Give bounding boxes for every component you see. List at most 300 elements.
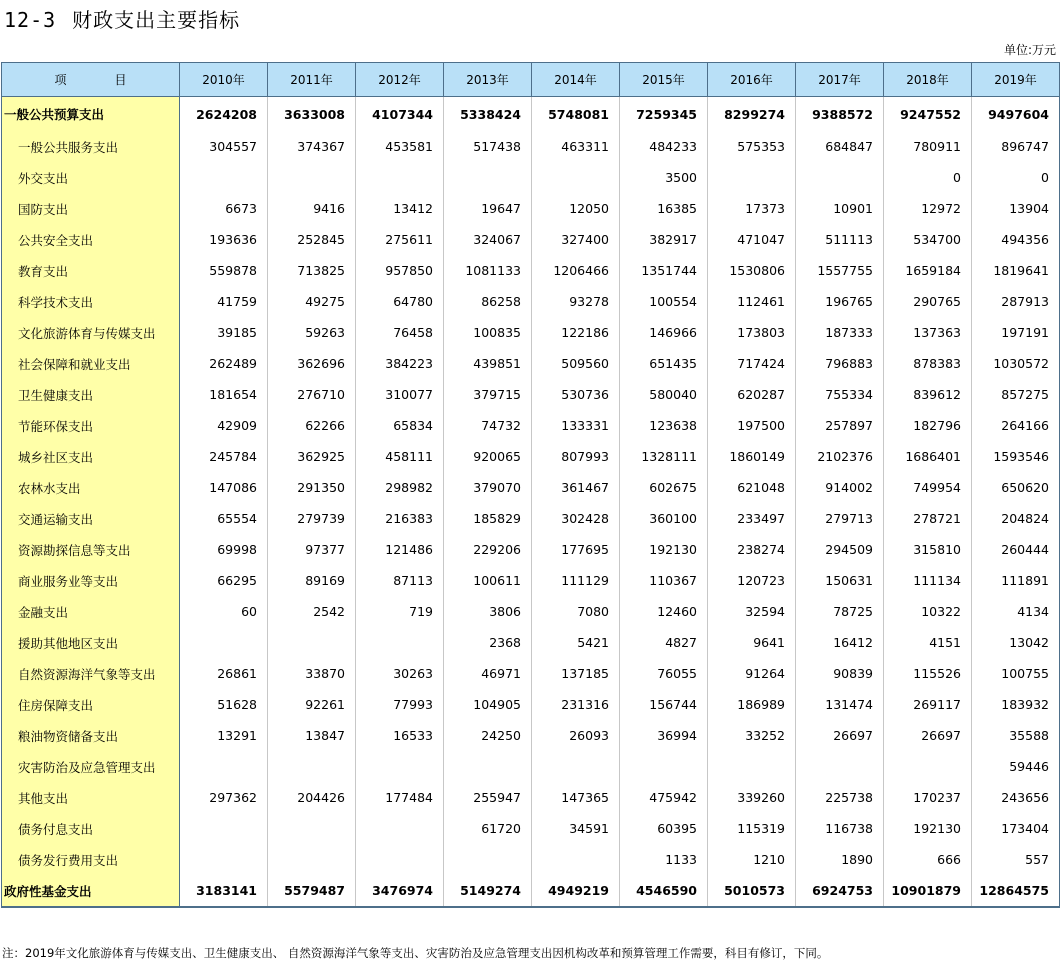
value-cell: 3183141 <box>180 875 268 907</box>
value-cell: 238274 <box>708 534 796 565</box>
value-cell: 196765 <box>796 286 884 317</box>
table-row <box>2 534 1060 565</box>
header-year: 2014年 <box>532 63 620 97</box>
value-cell: 957850 <box>356 255 444 286</box>
value-cell: 60 <box>180 596 268 627</box>
value-cell: 511113 <box>796 224 884 255</box>
header-year: 2018年 <box>884 63 972 97</box>
value-cell: 4546590 <box>620 875 708 907</box>
value-cell: 9247552 <box>884 97 972 132</box>
value-cell: 0 <box>884 162 972 193</box>
value-cell: 131474 <box>796 689 884 720</box>
header-item: 项 目 <box>2 63 180 97</box>
value-cell: 255947 <box>444 782 532 813</box>
row-label: 国防支出 <box>2 193 180 224</box>
value-cell: 517438 <box>444 131 532 162</box>
value-cell: 46971 <box>444 658 532 689</box>
value-cell: 2624208 <box>180 97 268 132</box>
value-cell: 796883 <box>796 348 884 379</box>
value-cell: 204426 <box>268 782 356 813</box>
value-cell: 65554 <box>180 503 268 534</box>
header-year: 2011年 <box>268 63 356 97</box>
fiscal-expenditure-table <box>1 62 1060 908</box>
value-cell: 115319 <box>708 813 796 844</box>
value-cell: 42909 <box>180 410 268 441</box>
value-cell: 360100 <box>620 503 708 534</box>
value-cell: 243656 <box>972 782 1060 813</box>
value-cell: 463311 <box>532 131 620 162</box>
value-cell: 475942 <box>620 782 708 813</box>
row-label: 资源勘探信息等支出 <box>2 534 180 565</box>
value-cell: 260444 <box>972 534 1060 565</box>
value-cell: 97377 <box>268 534 356 565</box>
value-cell: 170237 <box>884 782 972 813</box>
value-cell: 602675 <box>620 472 708 503</box>
value-cell: 32594 <box>708 596 796 627</box>
value-cell: 262489 <box>180 348 268 379</box>
value-cell: 10901879 <box>884 875 972 907</box>
row-label: 自然资源海洋气象等支出 <box>2 658 180 689</box>
value-cell <box>268 751 356 782</box>
value-cell <box>708 751 796 782</box>
value-cell: 59263 <box>268 317 356 348</box>
value-cell: 580040 <box>620 379 708 410</box>
value-cell: 384223 <box>356 348 444 379</box>
value-cell: 186989 <box>708 689 796 720</box>
value-cell: 65834 <box>356 410 444 441</box>
value-cell: 3633008 <box>268 97 356 132</box>
table-row <box>2 441 1060 472</box>
value-cell: 122186 <box>532 317 620 348</box>
header-year: 2012年 <box>356 63 444 97</box>
value-cell: 304557 <box>180 131 268 162</box>
table-row <box>2 596 1060 627</box>
value-cell: 279739 <box>268 503 356 534</box>
value-cell: 3806 <box>444 596 532 627</box>
table-row <box>2 224 1060 255</box>
value-cell: 192130 <box>620 534 708 565</box>
value-cell: 66295 <box>180 565 268 596</box>
value-cell: 1593546 <box>972 441 1060 472</box>
value-cell: 120723 <box>708 565 796 596</box>
table-row <box>2 131 1060 162</box>
value-cell: 278721 <box>884 503 972 534</box>
value-cell: 557 <box>972 844 1060 875</box>
value-cell: 146966 <box>620 317 708 348</box>
value-cell: 187333 <box>796 317 884 348</box>
header-year: 2010年 <box>180 63 268 97</box>
value-cell: 51628 <box>180 689 268 720</box>
table-row <box>2 379 1060 410</box>
value-cell: 112461 <box>708 286 796 317</box>
value-cell: 621048 <box>708 472 796 503</box>
value-cell: 7259345 <box>620 97 708 132</box>
row-label: 债务发行费用支出 <box>2 844 180 875</box>
value-cell: 1819641 <box>972 255 1060 286</box>
value-cell <box>268 813 356 844</box>
value-cell: 231316 <box>532 689 620 720</box>
value-cell: 192130 <box>884 813 972 844</box>
value-cell: 684847 <box>796 131 884 162</box>
row-label: 粮油物资储备支出 <box>2 720 180 751</box>
value-cell: 530736 <box>532 379 620 410</box>
row-label: 政府性基金支出 <box>2 875 180 907</box>
value-cell: 1351744 <box>620 255 708 286</box>
value-cell: 193636 <box>180 224 268 255</box>
header-year: 2015年 <box>620 63 708 97</box>
value-cell: 717424 <box>708 348 796 379</box>
value-cell: 41759 <box>180 286 268 317</box>
value-cell: 104905 <box>444 689 532 720</box>
value-cell <box>444 162 532 193</box>
value-cell: 382917 <box>620 224 708 255</box>
value-cell: 291350 <box>268 472 356 503</box>
value-cell: 453581 <box>356 131 444 162</box>
row-label: 债务付息支出 <box>2 813 180 844</box>
row-label: 交通运输支出 <box>2 503 180 534</box>
table-row <box>2 255 1060 286</box>
value-cell: 6673 <box>180 193 268 224</box>
value-cell: 10901 <box>796 193 884 224</box>
value-cell: 2368 <box>444 627 532 658</box>
value-cell: 362696 <box>268 348 356 379</box>
value-cell: 9497604 <box>972 97 1060 132</box>
value-cell: 719 <box>356 596 444 627</box>
value-cell: 177484 <box>356 782 444 813</box>
value-cell: 374367 <box>268 131 356 162</box>
value-cell: 1328111 <box>620 441 708 472</box>
value-cell: 575353 <box>708 131 796 162</box>
value-cell: 24250 <box>444 720 532 751</box>
value-cell: 458111 <box>356 441 444 472</box>
value-cell: 76458 <box>356 317 444 348</box>
row-label: 社会保障和就业支出 <box>2 348 180 379</box>
value-cell: 26697 <box>796 720 884 751</box>
value-cell: 26697 <box>884 720 972 751</box>
value-cell: 62266 <box>268 410 356 441</box>
value-cell: 713825 <box>268 255 356 286</box>
table-row <box>2 565 1060 596</box>
value-cell: 60395 <box>620 813 708 844</box>
value-cell: 229206 <box>444 534 532 565</box>
value-cell: 471047 <box>708 224 796 255</box>
value-cell: 100835 <box>444 317 532 348</box>
value-cell <box>268 162 356 193</box>
value-cell: 10322 <box>884 596 972 627</box>
value-cell: 91264 <box>708 658 796 689</box>
table-body <box>2 97 1060 908</box>
value-cell <box>708 162 796 193</box>
value-cell: 78725 <box>796 596 884 627</box>
row-label: 农林水支出 <box>2 472 180 503</box>
value-cell: 16412 <box>796 627 884 658</box>
row-label: 科学技术支出 <box>2 286 180 317</box>
value-cell: 2102376 <box>796 441 884 472</box>
value-cell: 116738 <box>796 813 884 844</box>
table-row <box>2 162 1060 193</box>
value-cell: 92261 <box>268 689 356 720</box>
value-cell: 339260 <box>708 782 796 813</box>
value-cell: 181654 <box>180 379 268 410</box>
value-cell: 651435 <box>620 348 708 379</box>
table-title: 财政支出主要指标 <box>72 8 241 32</box>
value-cell: 225738 <box>796 782 884 813</box>
value-cell: 6924753 <box>796 875 884 907</box>
page-title <box>4 4 240 33</box>
value-cell <box>356 627 444 658</box>
table-number: 12-3 <box>4 8 57 32</box>
value-cell <box>180 844 268 875</box>
table-row <box>2 97 1060 132</box>
value-cell: 315810 <box>884 534 972 565</box>
value-cell: 327400 <box>532 224 620 255</box>
value-cell: 1210 <box>708 844 796 875</box>
value-cell <box>268 627 356 658</box>
value-cell: 17373 <box>708 193 796 224</box>
table-row <box>2 844 1060 875</box>
table-row <box>2 503 1060 534</box>
value-cell: 7080 <box>532 596 620 627</box>
table-row <box>2 193 1060 224</box>
value-cell: 110367 <box>620 565 708 596</box>
value-cell: 137363 <box>884 317 972 348</box>
value-cell: 807993 <box>532 441 620 472</box>
table-row <box>2 472 1060 503</box>
value-cell: 9388572 <box>796 97 884 132</box>
value-cell: 3476974 <box>356 875 444 907</box>
value-cell: 494356 <box>972 224 1060 255</box>
value-cell: 279713 <box>796 503 884 534</box>
value-cell: 509560 <box>532 348 620 379</box>
value-cell: 86258 <box>444 286 532 317</box>
row-label: 教育支出 <box>2 255 180 286</box>
value-cell: 12972 <box>884 193 972 224</box>
value-cell: 5010573 <box>708 875 796 907</box>
value-cell: 111129 <box>532 565 620 596</box>
value-cell: 30263 <box>356 658 444 689</box>
value-cell: 439851 <box>444 348 532 379</box>
value-cell: 4949219 <box>532 875 620 907</box>
value-cell: 290765 <box>884 286 972 317</box>
value-cell <box>180 162 268 193</box>
value-cell: 12050 <box>532 193 620 224</box>
value-cell: 8299274 <box>708 97 796 132</box>
value-cell: 185829 <box>444 503 532 534</box>
value-cell: 90839 <box>796 658 884 689</box>
value-cell: 89169 <box>268 565 356 596</box>
table-row <box>2 286 1060 317</box>
row-label: 住房保障支出 <box>2 689 180 720</box>
value-cell: 294509 <box>796 534 884 565</box>
value-cell: 34591 <box>532 813 620 844</box>
value-cell: 362925 <box>268 441 356 472</box>
value-cell: 13042 <box>972 627 1060 658</box>
value-cell: 12460 <box>620 596 708 627</box>
header-year: 2013年 <box>444 63 532 97</box>
value-cell <box>356 751 444 782</box>
value-cell: 749954 <box>884 472 972 503</box>
value-cell: 13847 <box>268 720 356 751</box>
value-cell: 16533 <box>356 720 444 751</box>
value-cell: 16385 <box>620 193 708 224</box>
row-label: 援助其他地区支出 <box>2 627 180 658</box>
value-cell: 182796 <box>884 410 972 441</box>
value-cell: 298982 <box>356 472 444 503</box>
value-cell: 4827 <box>620 627 708 658</box>
value-cell: 297362 <box>180 782 268 813</box>
table-row <box>2 410 1060 441</box>
value-cell: 755334 <box>796 379 884 410</box>
value-cell: 1030572 <box>972 348 1060 379</box>
value-cell: 2542 <box>268 596 356 627</box>
value-cell: 33252 <box>708 720 796 751</box>
value-cell: 650620 <box>972 472 1060 503</box>
row-label: 节能环保支出 <box>2 410 180 441</box>
value-cell: 13904 <box>972 193 1060 224</box>
value-cell: 5579487 <box>268 875 356 907</box>
value-cell: 156744 <box>620 689 708 720</box>
value-cell: 620287 <box>708 379 796 410</box>
value-cell <box>180 627 268 658</box>
value-cell: 49275 <box>268 286 356 317</box>
value-cell: 1081133 <box>444 255 532 286</box>
value-cell: 379715 <box>444 379 532 410</box>
value-cell: 0 <box>972 162 1060 193</box>
value-cell: 896747 <box>972 131 1060 162</box>
footnote: 注：2019年文化旅游体育与传媒支出、卫生健康支出、 自然资源海洋气象等支出、灾害防治及应急管理支出因机构改革和预算管理工作需要，科目有修订，下同。 <box>2 946 829 960</box>
value-cell: 173803 <box>708 317 796 348</box>
value-cell: 252845 <box>268 224 356 255</box>
row-label: 其他支出 <box>2 782 180 813</box>
value-cell: 100755 <box>972 658 1060 689</box>
value-cell: 77993 <box>356 689 444 720</box>
row-label: 商业服务业等支出 <box>2 565 180 596</box>
value-cell: 264166 <box>972 410 1060 441</box>
value-cell: 310077 <box>356 379 444 410</box>
value-cell <box>532 844 620 875</box>
value-cell: 878383 <box>884 348 972 379</box>
value-cell: 216383 <box>356 503 444 534</box>
table-row <box>2 348 1060 379</box>
value-cell <box>444 751 532 782</box>
row-label: 金融支出 <box>2 596 180 627</box>
table-header-row <box>2 63 1060 97</box>
value-cell: 1557755 <box>796 255 884 286</box>
value-cell: 379070 <box>444 472 532 503</box>
value-cell: 302428 <box>532 503 620 534</box>
table-row <box>2 689 1060 720</box>
value-cell: 147086 <box>180 472 268 503</box>
header-year: 2016年 <box>708 63 796 97</box>
value-cell: 839612 <box>884 379 972 410</box>
value-cell: 287913 <box>972 286 1060 317</box>
value-cell <box>268 844 356 875</box>
value-cell: 780911 <box>884 131 972 162</box>
value-cell: 559878 <box>180 255 268 286</box>
value-cell: 1686401 <box>884 441 972 472</box>
row-label: 文化旅游体育与传媒支出 <box>2 317 180 348</box>
value-cell: 4107344 <box>356 97 444 132</box>
value-cell: 484233 <box>620 131 708 162</box>
value-cell: 93278 <box>532 286 620 317</box>
table-row <box>2 813 1060 844</box>
value-cell: 920065 <box>444 441 532 472</box>
value-cell <box>356 813 444 844</box>
value-cell: 361467 <box>532 472 620 503</box>
row-label: 卫生健康支出 <box>2 379 180 410</box>
value-cell <box>444 844 532 875</box>
value-cell: 857275 <box>972 379 1060 410</box>
value-cell: 5748081 <box>532 97 620 132</box>
value-cell: 276710 <box>268 379 356 410</box>
table-row <box>2 627 1060 658</box>
value-cell: 534700 <box>884 224 972 255</box>
value-cell: 100611 <box>444 565 532 596</box>
value-cell: 257897 <box>796 410 884 441</box>
value-cell: 5338424 <box>444 97 532 132</box>
row-label: 一般公共预算支出 <box>2 97 180 132</box>
value-cell: 1890 <box>796 844 884 875</box>
value-cell <box>532 162 620 193</box>
value-cell <box>356 844 444 875</box>
table-row <box>2 782 1060 813</box>
value-cell: 111134 <box>884 565 972 596</box>
value-cell: 9416 <box>268 193 356 224</box>
value-cell: 36994 <box>620 720 708 751</box>
value-cell: 1530806 <box>708 255 796 286</box>
table-row <box>2 720 1060 751</box>
value-cell: 177695 <box>532 534 620 565</box>
row-label: 公共安全支出 <box>2 224 180 255</box>
value-cell: 4151 <box>884 627 972 658</box>
value-cell: 123638 <box>620 410 708 441</box>
row-label: 城乡社区支出 <box>2 441 180 472</box>
value-cell: 111891 <box>972 565 1060 596</box>
table-row <box>2 875 1060 907</box>
value-cell: 26093 <box>532 720 620 751</box>
value-cell: 666 <box>884 844 972 875</box>
value-cell: 100554 <box>620 286 708 317</box>
value-cell: 12864575 <box>972 875 1060 907</box>
value-cell: 61720 <box>444 813 532 844</box>
row-label: 外交支出 <box>2 162 180 193</box>
value-cell: 275611 <box>356 224 444 255</box>
value-cell: 173404 <box>972 813 1060 844</box>
value-cell <box>532 751 620 782</box>
value-cell <box>180 751 268 782</box>
value-cell <box>884 751 972 782</box>
value-cell: 1659184 <box>884 255 972 286</box>
value-cell: 183932 <box>972 689 1060 720</box>
value-cell: 324067 <box>444 224 532 255</box>
data-table-container <box>1 62 1060 908</box>
value-cell: 197500 <box>708 410 796 441</box>
value-cell: 137185 <box>532 658 620 689</box>
value-cell: 35588 <box>972 720 1060 751</box>
value-cell: 1133 <box>620 844 708 875</box>
value-cell: 3500 <box>620 162 708 193</box>
value-cell: 13291 <box>180 720 268 751</box>
header-year: 2017年 <box>796 63 884 97</box>
value-cell: 133331 <box>532 410 620 441</box>
value-cell: 150631 <box>796 565 884 596</box>
value-cell: 1206466 <box>532 255 620 286</box>
value-cell: 115526 <box>884 658 972 689</box>
table-row <box>2 317 1060 348</box>
value-cell: 59446 <box>972 751 1060 782</box>
row-label: 灾害防治及应急管理支出 <box>2 751 180 782</box>
value-cell: 39185 <box>180 317 268 348</box>
